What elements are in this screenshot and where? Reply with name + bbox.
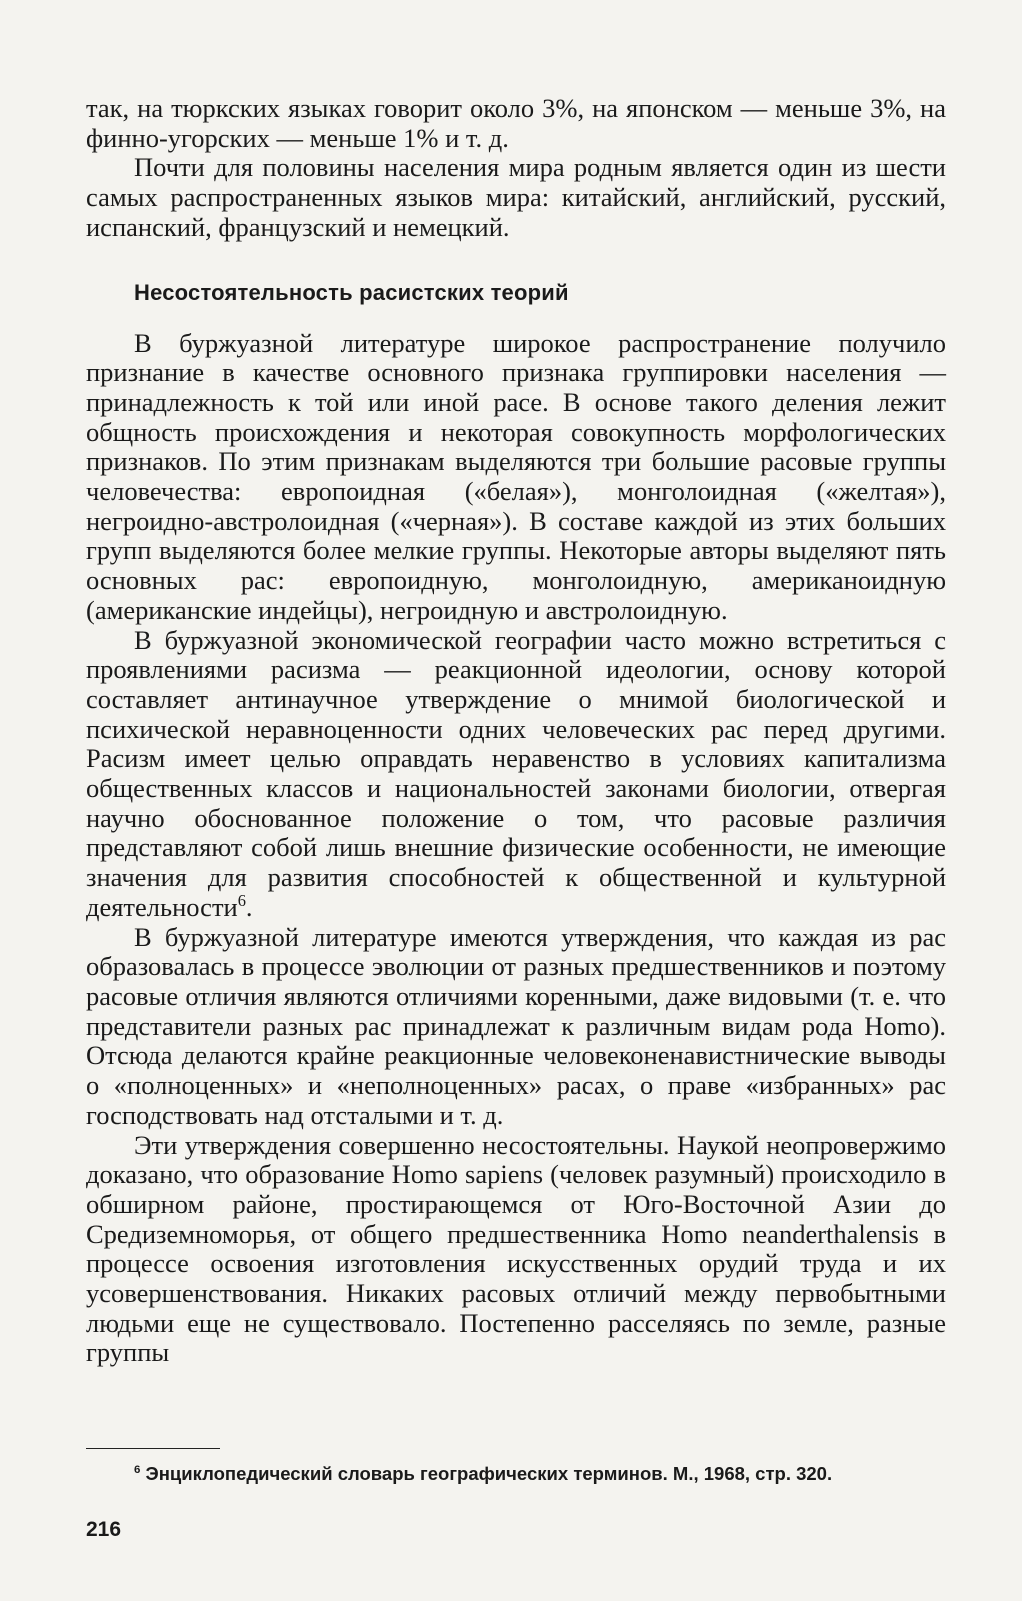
- page-number: 216: [86, 1518, 122, 1541]
- footnote: [134, 1462, 832, 1486]
- footnote-reference: 6: [237, 891, 246, 911]
- footnote-marker: 6: [134, 1463, 141, 1476]
- section-heading: Несостоятельность расистских теорий: [134, 279, 569, 305]
- body-text: [86, 94, 946, 1368]
- paragraph-races: В буржуазной литературе широкое распространение получило признание в качестве основного признака группировки населения — принадлежность к той или иной расе. В основе такого деления лежит общность происхождения и некоторая совокупность морфологических признаков. По этим признакам выделяются три большие расовые группы человечества: европоидная («белая»), монголоидная («желтая»), негроидно-австролоидная («черная»). В составе каждой из этих больших групп выделяются более мелкие группы. Некоторые авторы выделяют пять основных рас: европоидную, монголоидную, американоидную (американские индейцы), негроидную и австролоидную.: [86, 327, 946, 625]
- paragraph-racism-text: В буржуазной экономической географии часто можно встретиться с проявлениями расизма — реакционной идеологии, основу которой составляет антинаучное утверждение о мнимой биологической и психической неравноценности одних человеческих рас перед другими. Расизм имеет целью оправдать неравенство в условиях капитализма общественных классов и национальностей законами биологии, отвергая научно обоснованное положение о том, что расовые различия представляют собой лишь внешние физические особенности, не имеющие значения для развития способностей к общественной и культурной деятельности: [86, 624, 946, 922]
- paragraph-racism: [86, 626, 946, 923]
- paragraph-claims: В буржуазной литературе имеются утверждения, что каждая из рас образовалась в процессе эволюции от разных предшественников и поэтому расовые отличия являются отличиями коренными, даже видовыми (т. е. что представители разных рас принадлежат к различным видам рода Homo). Отсюда делаются крайне реакционные человеконенавистнические выводы о «полноценных» и «неполноценных» расах, о праве «избранных» рас господствовать над отсталыми и т. д.: [86, 921, 946, 1130]
- footnote-divider: [86, 1448, 220, 1449]
- paragraph-refutation: Эти утверждения совершенно несостоятельны. Наукой неопровержимо доказано, что образование Homo sapiens (человек разумный) происходило в обширном районе, простирающемся от Юго-Восточной Азии до Средиземноморья, от общего предшественника Homo neanderthalensis в процессе освоения изготовления искусственных орудий труда и их усовершенствования. Никаких расовых отличий между первобытными людьми еще не существовало. Постепенно расселяясь по земле, разные группы: [86, 1129, 946, 1368]
- paragraph-racism-end: .: [245, 891, 253, 922]
- paragraph-languages: Почти для половины населения мира родным является один из шести самых распространенных языков мира: китайский, английский, русский, испанский, французский и немецкий.: [86, 152, 946, 242]
- footnote-text: Энциклопедический словарь географических терминов. М., 1968, стр. 320.: [145, 1463, 833, 1484]
- paragraph-continued: так, на тюркских языках говорит около 3%, на японском — меньше 3%, на финно-угорских — меньше 1% и т. д.: [86, 93, 946, 153]
